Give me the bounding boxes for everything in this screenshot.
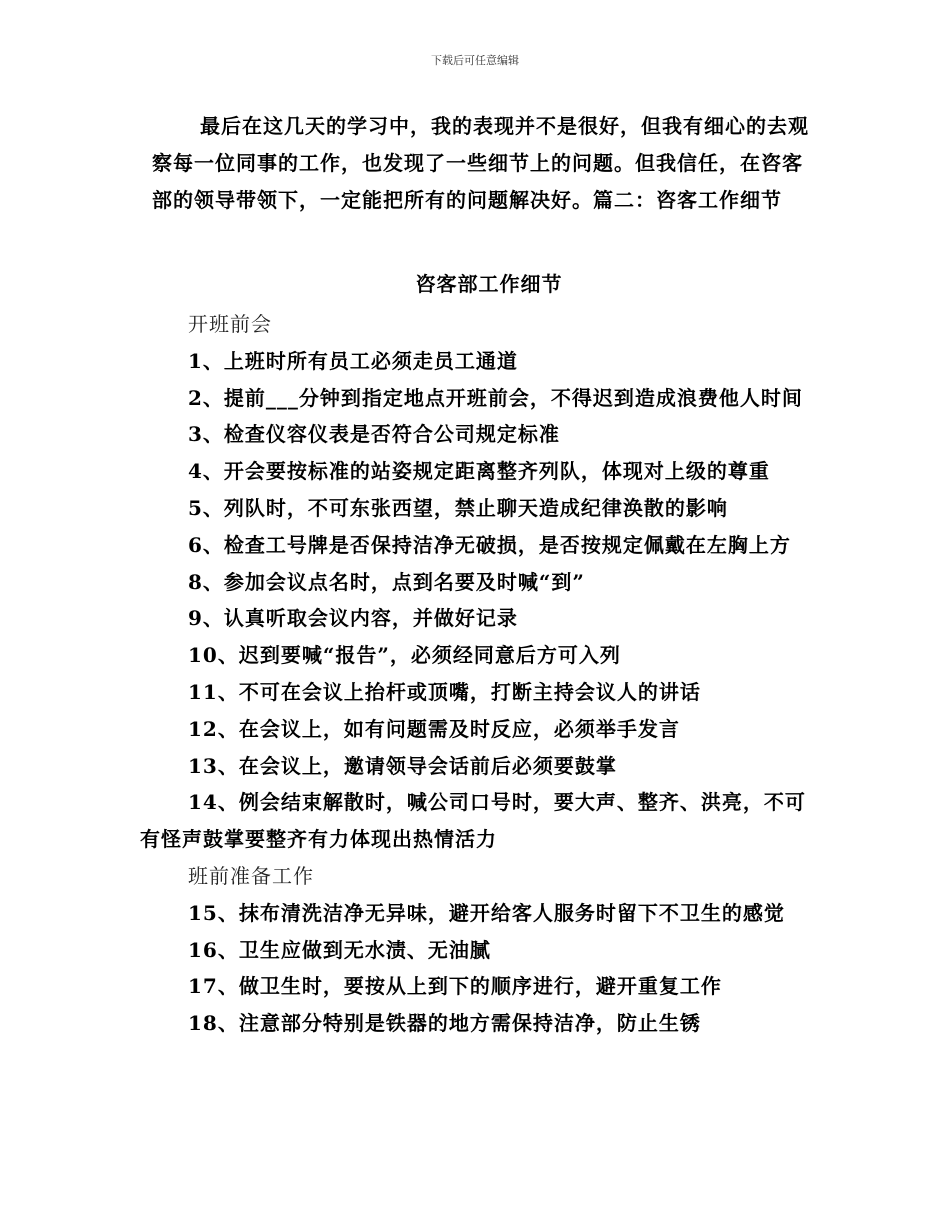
list-item: 18、注意部分特别是铁器的地方需保持洁净，防止生锈 [188, 1011, 701, 1036]
list-item: 5、列队时，不可东张西望，禁止聊天造成纪律涣散的影响 [188, 495, 728, 520]
list-item: 13、在会议上，邀请领导会话前后必须要鼓掌 [188, 753, 617, 778]
section-heading: 班前准备工作 [188, 863, 314, 888]
list-item: 3、检查仪容仪表是否符合公司规定标准 [188, 422, 560, 447]
list-item: 2、提前___分钟到指定地点开班前会，不得迟到造成浪费他人时间 [188, 385, 803, 410]
list-item: 14、例会结束解散时，喊公司口号时，要大声、整齐、洪亮，不可有怪声鼓掌要整齐有力体现出热情活力 [140, 790, 806, 852]
list-item: 15、抹布清洗洁净无异味，避开给客人服务时留下不卫生的感觉 [188, 900, 785, 925]
list-item: 10、迟到要喊“报告”，必须经同意后方可入列 [188, 643, 621, 668]
list-item: 16、卫生应做到无水渍、无油腻 [188, 937, 491, 962]
list-item: 4、开会要按标准的站姿规定距离整齐列队，体现对上级的尊重 [188, 459, 770, 484]
list-item: 6、检查工号牌是否保持洁净无破损，是否按规定佩戴在左胸上方 [188, 532, 791, 557]
list-item: 8、参加会议点名时，点到名要及时喊“到” [188, 569, 585, 594]
list-item: 17、做卫生时，要按从上到下的顺序进行，避开重复工作 [188, 974, 722, 999]
page-header: 下载后可任意编辑 [431, 54, 519, 67]
list-item: 9、认真听取会议内容，并做好记录 [188, 606, 518, 631]
list-item: 11、不可在会议上抬杆或顶嘴，打断主持会议人的讲话 [188, 679, 701, 704]
document-body [140, 306, 820, 1042]
intro-paragraph [152, 108, 812, 219]
document-title: 咨客部工作细节 [415, 272, 563, 296]
list-item: 1、上班时所有员工必须走员工通道 [188, 348, 518, 373]
intro-text: 最后在这几天的学习中，我的表现并不是很好，但我有细心的去观察每一位同事的工作，也发现了一些细节上的问题。但我信任，在咨客部的领导带领下，一定能把所有的问题解决好。篇二：咨客工作细节 [152, 114, 809, 212]
section-heading: 开班前会 [188, 312, 272, 336]
list-item: 12、在会议上，如有问题需及时反应，必须举手发言 [188, 716, 680, 741]
